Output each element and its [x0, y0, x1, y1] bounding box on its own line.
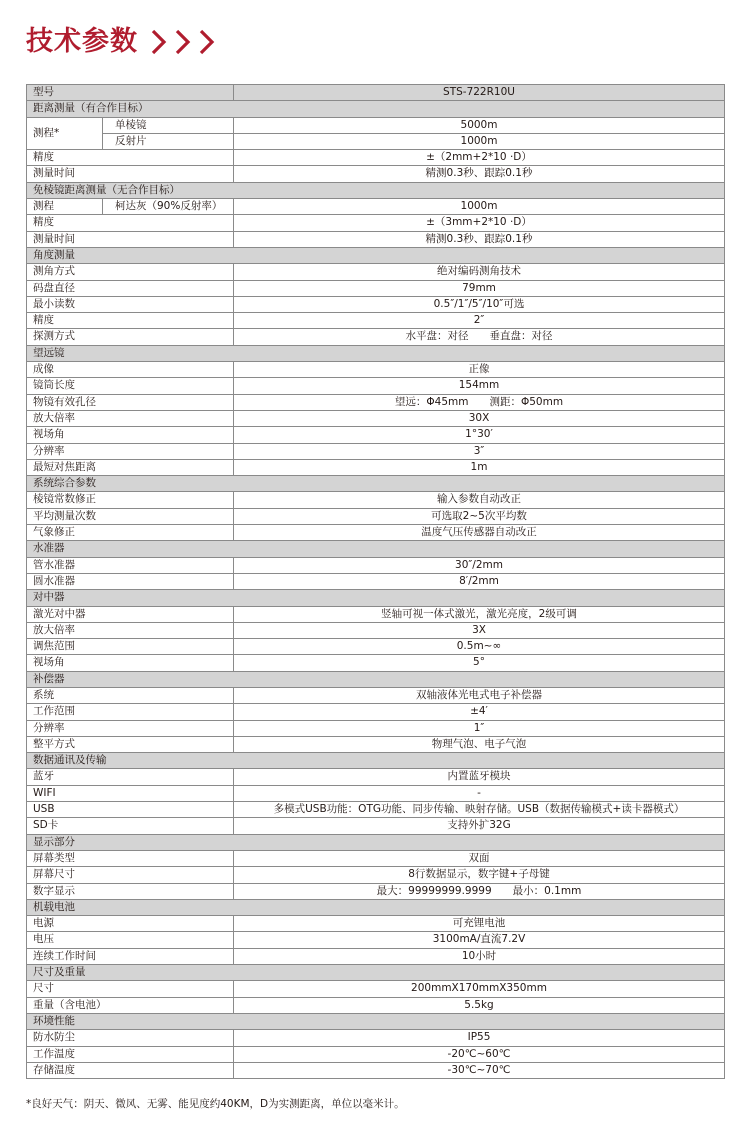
row-label: 测程: [27, 199, 103, 215]
row-value: 多模式USB功能：OTG功能、同步传输、映射存储。USB（数据传输模式+读卡器模式）: [234, 802, 725, 818]
table-row: [27, 997, 725, 1013]
row-value: 1″: [234, 720, 725, 736]
row-label: 码盘直径: [27, 280, 234, 296]
row-value: 3100mA/直流7.2V: [234, 932, 725, 948]
row-label: 平均测量次数: [27, 508, 234, 524]
table-row: [27, 133, 725, 149]
table-row: [27, 296, 725, 312]
row-label: 成像: [27, 362, 234, 378]
table-row: [27, 264, 725, 280]
chevron-right-icon: [150, 22, 220, 62]
row-label: 测角方式: [27, 264, 234, 280]
row-label: 放大倍率: [27, 622, 234, 638]
row-label: 气象修正: [27, 525, 234, 541]
section-row: [27, 182, 725, 198]
spec-table: [26, 84, 725, 1079]
section-row: [27, 541, 725, 557]
row-value: 双轴液体光电式电子补偿器: [234, 687, 725, 703]
spec-table-body: [27, 85, 725, 1079]
row-label: 棱镜常数修正: [27, 492, 234, 508]
section-row: [27, 590, 725, 606]
row-sublabel: 单棱镜: [103, 117, 234, 133]
table-row: [27, 525, 725, 541]
row-value: 79mm: [234, 280, 725, 296]
row-sublabel: 反射片: [103, 133, 234, 149]
row-value: 望远：Φ45mm 测距：Φ50mm: [234, 394, 725, 410]
row-value: 支持外扩32G: [234, 818, 725, 834]
row-value: 内置蓝牙模块: [234, 769, 725, 785]
section-title: 角度测量: [27, 247, 725, 263]
table-row: [27, 1062, 725, 1078]
row-value: ±（3mm+2*10 ·D）: [234, 215, 725, 231]
row-label: 屏幕类型: [27, 850, 234, 866]
section-row: [27, 671, 725, 687]
row-label: 重量（含电池）: [27, 997, 234, 1013]
table-row: [27, 622, 725, 638]
row-value: 30X: [234, 410, 725, 426]
section-row: [27, 965, 725, 981]
row-value: 水平盘：对径 垂直盘：对径: [234, 329, 725, 345]
section-title: 补偿器: [27, 671, 725, 687]
table-row: [27, 231, 725, 247]
row-value: 8行数据显示，数字键+子母键: [234, 867, 725, 883]
row-value: 1°30′: [234, 427, 725, 443]
row-label: SD卡: [27, 818, 234, 834]
row-label: 圆水准器: [27, 573, 234, 589]
row-value: 绝对编码测角技术: [234, 264, 725, 280]
row-value: 0.5m~∞: [234, 639, 725, 655]
row-label: 测量时间: [27, 231, 234, 247]
row-label: 镜筒长度: [27, 378, 234, 394]
section-row: [27, 753, 725, 769]
section-row: [27, 476, 725, 492]
row-label: 调焦范围: [27, 639, 234, 655]
table-row: [27, 655, 725, 671]
table-row: [27, 916, 725, 932]
table-row: [27, 394, 725, 410]
row-value: -30℃~70℃: [234, 1062, 725, 1078]
table-row: [27, 785, 725, 801]
row-value: 1000m: [234, 199, 725, 215]
table-row: [27, 802, 725, 818]
table-row: [27, 329, 725, 345]
section-title: 距离测量（有合作目标）: [27, 101, 725, 117]
table-row: [27, 1046, 725, 1062]
table-row: [27, 443, 725, 459]
row-value: 输入参数自动改正: [234, 492, 725, 508]
table-row: [27, 215, 725, 231]
row-label: 电源: [27, 916, 234, 932]
table-row: [27, 313, 725, 329]
row-label: 测量时间: [27, 166, 234, 182]
row-value: 2″: [234, 313, 725, 329]
table-row: [27, 378, 725, 394]
header-label: 型号: [27, 85, 234, 101]
table-row: [27, 867, 725, 883]
table-row: [27, 704, 725, 720]
row-label: 数字显示: [27, 883, 234, 899]
section-row: [27, 1013, 725, 1029]
table-row: [27, 117, 725, 133]
table-row: [27, 557, 725, 573]
header-value: STS-722R10U: [234, 85, 725, 101]
row-value: 0.5″/1″/5″/10″可选: [234, 296, 725, 312]
row-label: 防水防尘: [27, 1030, 234, 1046]
footnote: *良好天气：阴天、微风、无雾、能见度约40KM，D为实测距离，单位以毫米计。: [26, 1098, 405, 1110]
row-label: 电压: [27, 932, 234, 948]
section-row: [27, 247, 725, 263]
section-title: 对中器: [27, 590, 725, 606]
row-value: 3″: [234, 443, 725, 459]
row-value: 双面: [234, 850, 725, 866]
row-value: 30″/2mm: [234, 557, 725, 573]
row-label: 精度: [27, 150, 234, 166]
row-value: 最大：99999999.9999 最小：0.1mm: [234, 883, 725, 899]
section-title: 望远镜: [27, 345, 725, 361]
row-value: IP55: [234, 1030, 725, 1046]
table-row: [27, 280, 725, 296]
table-row: [27, 932, 725, 948]
row-value: 竖轴可视一体式激光，激光亮度，2级可调: [234, 606, 725, 622]
row-value: 154mm: [234, 378, 725, 394]
row-value: 5°: [234, 655, 725, 671]
page-title: 技术参数: [26, 26, 138, 57]
row-label: 屏幕尺寸: [27, 867, 234, 883]
row-value: 可选取2~5次平均数: [234, 508, 725, 524]
table-row: [27, 362, 725, 378]
table-row: [27, 166, 725, 182]
row-label: 视场角: [27, 427, 234, 443]
row-value: 5.5kg: [234, 997, 725, 1013]
row-label: 系统: [27, 687, 234, 703]
row-label: 最小读数: [27, 296, 234, 312]
row-label: 放大倍率: [27, 410, 234, 426]
table-header-row: [27, 85, 725, 101]
table-row: [27, 410, 725, 426]
row-value: 10小时: [234, 948, 725, 964]
row-value: 物理气泡、电子气泡: [234, 736, 725, 752]
row-value: 8′/2mm: [234, 573, 725, 589]
table-row: [27, 850, 725, 866]
section-title: 水准器: [27, 541, 725, 557]
row-label: 蓝牙: [27, 769, 234, 785]
section-title: 尺寸及重量: [27, 965, 725, 981]
row-value: 精测0.3秒、跟踪0.1秒: [234, 231, 725, 247]
section-title: 机载电池: [27, 899, 725, 915]
row-label: 管水准器: [27, 557, 234, 573]
row-label: 精度: [27, 313, 234, 329]
table-row: [27, 948, 725, 964]
table-row: [27, 1030, 725, 1046]
table-row: [27, 687, 725, 703]
row-label: 精度: [27, 215, 234, 231]
table-row: [27, 736, 725, 752]
section-row: [27, 345, 725, 361]
row-value: 1000m: [234, 133, 725, 149]
row-label: 视场角: [27, 655, 234, 671]
table-row: [27, 639, 725, 655]
row-label: USB: [27, 802, 234, 818]
table-row: [27, 427, 725, 443]
table-row: [27, 459, 725, 475]
row-value: 正像: [234, 362, 725, 378]
row-label: 分辨率: [27, 443, 234, 459]
row-label: 连续工作时间: [27, 948, 234, 964]
table-row: [27, 818, 725, 834]
table-row: [27, 769, 725, 785]
row-label: WIFI: [27, 785, 234, 801]
row-sublabel: 柯达灰（90%反射率）: [103, 199, 234, 215]
section-title: 数据通讯及传输: [27, 753, 725, 769]
row-value: 1m: [234, 459, 725, 475]
row-value: 温度气压传感器自动改正: [234, 525, 725, 541]
section-row: [27, 899, 725, 915]
row-value: -: [234, 785, 725, 801]
section-title: 显示部分: [27, 834, 725, 850]
table-row: [27, 199, 725, 215]
row-label: 测程*: [27, 117, 103, 150]
section-row: [27, 834, 725, 850]
row-label: 工作范围: [27, 704, 234, 720]
row-label: 探测方式: [27, 329, 234, 345]
row-label: 物镜有效孔径: [27, 394, 234, 410]
row-value: 精测0.3秒、跟踪0.1秒: [234, 166, 725, 182]
section-title: 环境性能: [27, 1013, 725, 1029]
row-label: 激光对中器: [27, 606, 234, 622]
row-value: ±（2mm+2*10 ·D）: [234, 150, 725, 166]
section-row: [27, 101, 725, 117]
row-label: 尺寸: [27, 981, 234, 997]
table-row: [27, 606, 725, 622]
row-value: 200mmX170mmX350mm: [234, 981, 725, 997]
row-value: 3X: [234, 622, 725, 638]
table-row: [27, 150, 725, 166]
section-title: 系统综合参数: [27, 476, 725, 492]
row-label: 工作温度: [27, 1046, 234, 1062]
section-title: 免棱镜距离测量（无合作目标）: [27, 182, 725, 198]
table-row: [27, 573, 725, 589]
row-value: 可充锂电池: [234, 916, 725, 932]
table-row: [27, 981, 725, 997]
table-row: [27, 492, 725, 508]
row-label: 整平方式: [27, 736, 234, 752]
row-value: 5000m: [234, 117, 725, 133]
row-value: -20℃~60℃: [234, 1046, 725, 1062]
row-value: ±4′: [234, 704, 725, 720]
row-label: 分辨率: [27, 720, 234, 736]
row-label: 存储温度: [27, 1062, 234, 1078]
table-row: [27, 508, 725, 524]
row-label: 最短对焦距离: [27, 459, 234, 475]
table-row: [27, 883, 725, 899]
page-title-block: [26, 22, 220, 62]
table-row: [27, 720, 725, 736]
